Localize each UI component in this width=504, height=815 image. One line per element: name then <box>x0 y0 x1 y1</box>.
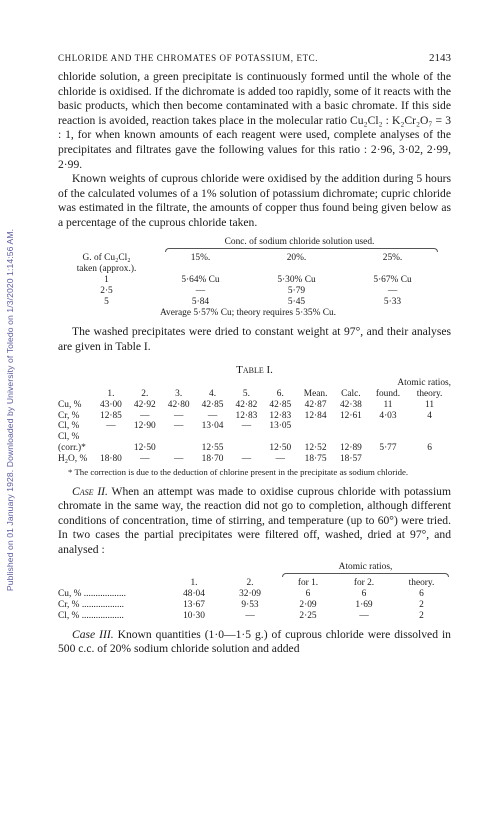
header-cell: 5. <box>242 389 250 400</box>
cell: 1 <box>104 274 109 285</box>
header-cell: 2. <box>246 578 254 589</box>
cell: 10·30 <box>183 610 205 621</box>
cell: 2 <box>419 610 424 621</box>
cell <box>368 421 408 432</box>
cell <box>334 421 368 432</box>
header-cell: for 2. <box>353 578 375 589</box>
table-row <box>58 286 438 297</box>
row-label: Cl, % .................. <box>58 610 124 621</box>
paragraph-4 <box>58 485 451 558</box>
cell: 6 <box>361 589 367 600</box>
cell: 18·80 <box>100 453 122 464</box>
page-number: 2143 <box>429 52 451 64</box>
table-row <box>58 411 451 422</box>
cell: 12·84 <box>304 410 327 421</box>
cell: 12·90 <box>133 421 156 432</box>
cell: 12·50 <box>133 443 156 454</box>
row-label: Cl, % <box>58 432 80 443</box>
concentration-table <box>58 237 438 320</box>
cell: 43·00 <box>100 399 122 410</box>
cell: 6 <box>419 589 424 600</box>
table-1 <box>58 378 451 464</box>
table-row <box>58 421 451 432</box>
paragraph-4-text: When an attempt was made to oxidise cuprous chloride with potassium chromate in the same way, the reaction did not go to completion, although different conditions of concentration, time of stirring, and temperature (up to 60°) were tried. In two cases the partial precipitates were filtered off, washed, dried at 97°, and analysed : <box>58 484 451 557</box>
cell: 2 <box>419 600 424 611</box>
cell: 5·64% Cu <box>181 274 220 285</box>
row-label: (corr.)* <box>58 443 86 454</box>
cell: 2·25 <box>299 610 317 621</box>
cell <box>408 432 451 443</box>
cell: 11 <box>425 399 435 410</box>
cell: 42·87 <box>304 399 327 410</box>
group-brace-2 <box>282 573 449 577</box>
table-2 <box>58 562 451 622</box>
cell: 2·09 <box>299 600 317 611</box>
header-cell: 1. <box>190 578 198 589</box>
cell: 6 <box>427 443 432 454</box>
table-row <box>58 400 451 411</box>
cell: 5·77 <box>379 443 397 454</box>
cell: 42·85 <box>269 399 292 410</box>
row-label: Cu, % .................. <box>58 589 126 600</box>
header-cell: 4. <box>209 389 217 400</box>
cell: 5 <box>104 296 109 307</box>
cell: — <box>207 410 218 421</box>
cell: 6 <box>305 589 311 600</box>
cell: 18·75 <box>304 453 327 464</box>
header-cell <box>58 389 94 400</box>
cell: — <box>174 421 184 432</box>
paragraph-1: chloride solution, a green precipitate is continuously formed until the whole of the chloride is oxidised. If the dichromate is added too rapidly, some of it reacts with the basic products, which then become contaminated with a basic chromate. If this side reaction is avoided, reaction takes place in the molecular ratio Cu₂Cl₂ : K₂Cr₂O₇ = 3 : 1, for when known amounts of each reagent were used, complete analyses of the precipitates and filtrates gave the following values for this ratio : 2·96, 3·02, 2·99, 2·99. <box>58 70 452 171</box>
paragraph-5 <box>58 628 451 657</box>
table-row <box>58 611 451 622</box>
cell: — <box>195 285 206 296</box>
row-label: Cr, % .................. <box>58 600 125 611</box>
header-cell: theory. <box>408 578 435 589</box>
cell: — <box>241 453 252 464</box>
cell: 32·09 <box>239 589 261 600</box>
header-cell: found. <box>375 389 401 400</box>
table-row <box>58 600 451 611</box>
cell: 42·82 <box>235 399 258 410</box>
header-cell: 1. <box>107 389 115 400</box>
atomic-ratios-header: Atomic ratios, <box>397 378 451 389</box>
cell: 42·92 <box>133 399 156 410</box>
cell: — <box>359 610 369 621</box>
page-body <box>58 52 451 657</box>
table-1-footnote: * The correction is due to the deduction of chlorine present in the precipitate as sodium chloride. <box>68 466 409 477</box>
cell: 11 <box>383 399 393 410</box>
cell <box>94 432 128 443</box>
cell: 4 <box>427 410 432 421</box>
cell: — <box>140 410 150 421</box>
case-2-label: Case II. <box>72 484 108 498</box>
cell: 5·45 <box>287 296 306 307</box>
row-header-line-1: G. of Cu₂Cl₂ <box>82 253 131 264</box>
column-header: 15%. <box>190 253 211 264</box>
cell <box>94 443 128 454</box>
column-header: 20%. <box>286 253 307 264</box>
cell: — <box>106 421 116 432</box>
cell: — <box>174 453 184 464</box>
cell <box>230 443 264 454</box>
row-label: Cl, % <box>58 421 80 432</box>
cell: 5·33 <box>383 296 402 307</box>
cell: 42·38 <box>339 399 362 410</box>
header-cell <box>58 578 168 589</box>
cell <box>368 432 408 443</box>
header-cell: 3. <box>175 389 183 400</box>
cell <box>368 454 408 465</box>
table-row <box>58 432 451 443</box>
cell: 13·04 <box>201 421 224 432</box>
column-header: 25%. <box>382 253 403 264</box>
running-title: CHLORIDE AND THE CHROMATES OF POTASSIUM, ETC. <box>58 53 319 63</box>
cell: — <box>241 421 252 432</box>
cell <box>408 421 451 432</box>
table-row <box>58 275 438 286</box>
row-label: H₂O, % <box>58 453 88 464</box>
header-cell: Mean. <box>303 389 328 400</box>
paragraph-5-text: Known quantities (1·0—1·5 g.) of cuprous chloride were dissolved in 500 c.c. of 20% sodium chloride solution and added <box>58 627 451 656</box>
table-1-caption: Table I. <box>236 364 273 377</box>
cell: 13·05 <box>269 421 292 432</box>
download-watermark-text: Published on 01 January 1928. Downloaded by University of Toledo on 1/3/2020 1:14:56 AM. <box>5 228 15 592</box>
cell: 2·5 <box>100 285 113 296</box>
cell: 12·55 <box>201 443 224 454</box>
cell: 42·85 <box>201 399 224 410</box>
table-header-row <box>58 389 451 400</box>
atomic-ratios-header-2: Atomic ratios, <box>338 561 393 572</box>
cell: 5·84 <box>191 296 210 307</box>
cell <box>162 443 196 454</box>
running-header <box>58 52 451 64</box>
paragraph-2: Known weights of cuprous chloride were oxidised by the addition during 5 hours of the calculated volumes of a 1% solution of potassium dichromate; cupric chloride was estimated in the filtrate, the amounts of copper thus found being given below as a percentage of the cuprous chloride taken. <box>58 172 451 229</box>
header-cell: Calc. <box>341 389 361 400</box>
cell <box>297 421 334 432</box>
cell: 12·85 <box>100 410 122 421</box>
concentration-group-header: Conc. of sodium chloride solution used. <box>224 236 375 247</box>
table-row <box>58 297 438 308</box>
cell: 9·53 <box>241 600 259 611</box>
row-header-line-2: taken (approx.). <box>76 264 137 275</box>
cell: 5·30% Cu <box>277 274 316 285</box>
cell <box>334 432 368 443</box>
cell: — <box>245 610 255 621</box>
cell: 5·79 <box>287 285 306 296</box>
case-3-label: Case III. <box>72 627 114 641</box>
cell: 12·89 <box>339 443 362 454</box>
cell: 12·61 <box>339 410 362 421</box>
header-cell: theory. <box>416 389 443 400</box>
cell: — <box>140 453 150 464</box>
cell <box>408 454 451 465</box>
cell: 48·04 <box>183 589 205 600</box>
cell <box>297 432 334 443</box>
download-watermark <box>3 160 17 660</box>
average-line: Average 5·57% Cu; theory requires 5·35% Cu. <box>159 308 337 319</box>
cell: 12·52 <box>304 443 327 454</box>
cell: 42·80 <box>167 399 190 410</box>
cell: 5·67% Cu <box>373 274 412 285</box>
cell <box>162 432 196 443</box>
cell: 4·03 <box>379 410 397 421</box>
cell: 18·57 <box>339 453 362 464</box>
table-row <box>58 589 451 600</box>
cell: 18·70 <box>201 453 224 464</box>
cell <box>230 432 264 443</box>
cell: — <box>174 410 184 421</box>
table-row <box>58 454 451 465</box>
table-row <box>58 443 451 454</box>
cell <box>196 432 230 443</box>
cell: — <box>275 453 285 464</box>
cell: 1·69 <box>355 600 373 611</box>
paragraph-3: The washed precipitates were dried to constant weight at 97°, and their analyses are given in Table I. <box>58 325 451 353</box>
cell: 13·67 <box>183 600 205 611</box>
cell <box>263 432 297 443</box>
cell: 12·83 <box>269 410 292 421</box>
cell: 12·83 <box>235 410 258 421</box>
cell: 12·50 <box>269 443 292 454</box>
cell <box>128 432 162 443</box>
cell: — <box>387 285 398 296</box>
row-label: Cu, % <box>58 399 82 410</box>
header-cell: for 1. <box>297 578 319 589</box>
header-cell: 2. <box>141 389 149 400</box>
row-label: Cr, % <box>58 410 80 421</box>
header-cell: 6. <box>276 389 284 400</box>
table-header-row <box>58 578 451 589</box>
group-brace <box>165 248 438 252</box>
